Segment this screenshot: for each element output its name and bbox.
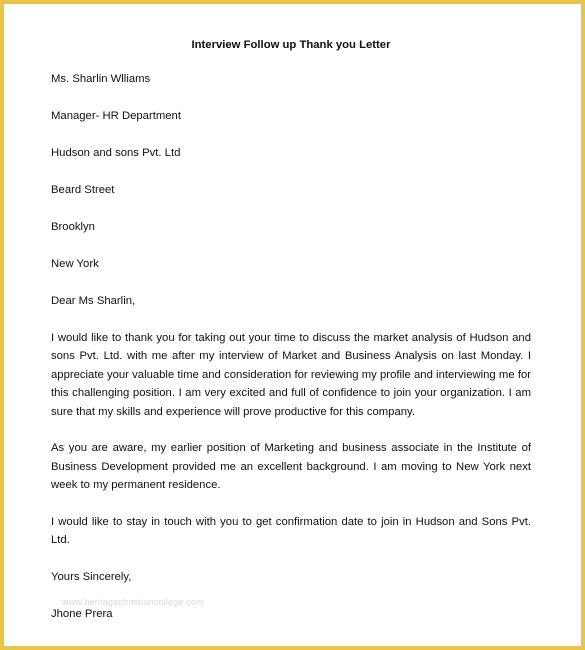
body-paragraph-background: As you are aware, my earlier position of Marketing and business associate in the Institute of Business Development provided me an excellent background. I am moving to New York next week to my permanent residence.: [51, 442, 531, 491]
watermark: www.heritagechristiancollege.com: [62, 597, 204, 607]
body-paragraph-contact: I would like to stay in touch with you to get confirmation date to join in Hudson and Sons Pvt. Ltd.: [51, 515, 531, 546]
recipient-street: Beard Street: [51, 184, 115, 196]
recipient-city: Brooklyn: [51, 221, 95, 233]
recipient-company: Hudson and sons Pvt. Ltd: [51, 147, 181, 159]
recipient-state: New York: [51, 258, 99, 270]
body-paragraph-thanks: I would like to thank you for taking out your time to discuss the market analysis of Hudson and sons Pvt. Ltd. with me after my interview of Market and Business Analysis on last Monday. I appreciate your valuable time and consideration for reviewing my profile and interviewing me for this challenging position. I am very excited and full of confidence to join your organization. I am sure that my skills and experience will prove productive for this company.: [51, 331, 531, 418]
recipient-position: Manager- HR Department: [51, 110, 181, 122]
recipient-name: Ms. Sharlin Wlliams: [51, 73, 151, 85]
letter-page: [51, 36, 531, 624]
closing: Yours Sincerely,: [51, 570, 132, 583]
signature: Jhone Prera: [51, 608, 113, 620]
letter-title: Interview Follow up Thank you Letter: [191, 39, 391, 51]
salutation: Dear Ms Sharlin,: [51, 295, 136, 307]
